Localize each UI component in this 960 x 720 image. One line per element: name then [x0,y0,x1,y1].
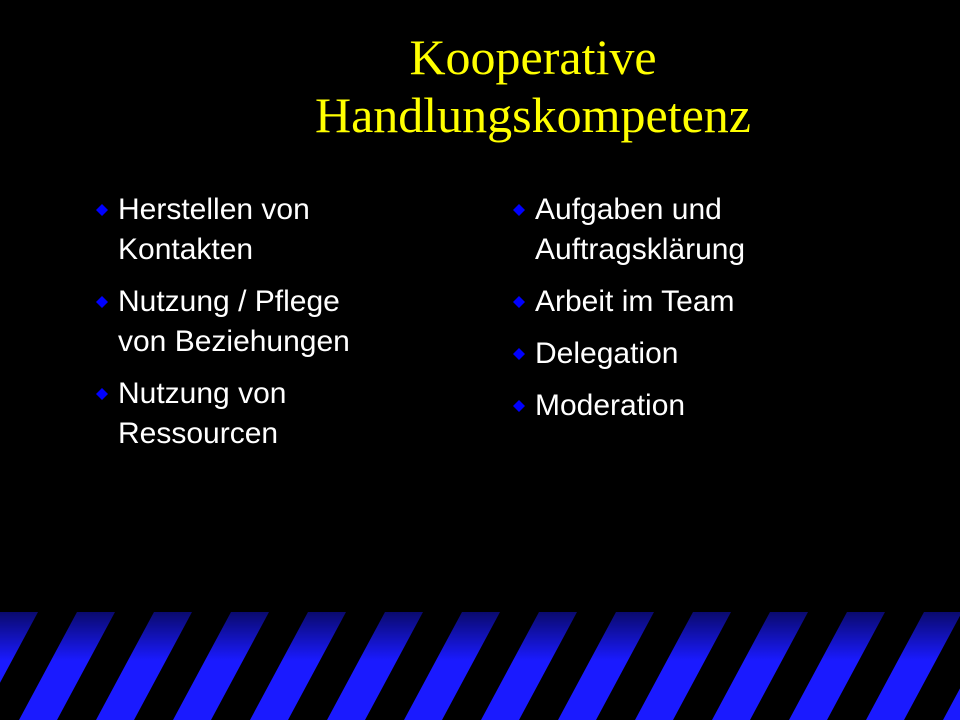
list-item-line: Nutzung von [118,377,287,410]
list-item-line: Nutzung / Pflege [118,285,340,318]
title-line-2: Handlungskompetenz [314,87,751,143]
list-item [513,282,843,322]
diamond-bullet-icon [96,388,108,400]
stripe [789,612,885,720]
list-item [513,334,843,374]
left-bullet-list [96,190,416,466]
stripe [19,612,115,720]
list-item [96,190,416,270]
list-item-line: Auftragsklärung [535,233,746,266]
stripe [635,612,731,720]
stripe [866,612,960,720]
list-item-line: Herstellen von [118,193,310,226]
stripe [558,612,654,720]
title-line-1: Kooperative [409,29,657,85]
list-item-line: Moderation [535,389,686,422]
right-bullet-list [513,190,843,438]
diamond-bullet-icon [96,296,108,308]
diagonal-stripe-band [0,612,960,720]
stripe [481,612,577,720]
list-item-line: Ressourcen [118,417,279,450]
diamond-bullet-icon [513,204,525,216]
list-item-line: Kontakten [118,233,254,266]
list-item-line: Aufgaben und [535,193,722,226]
diamond-bullet-icon [96,204,108,216]
list-item [513,190,843,270]
stripe [250,612,346,720]
stripe [327,612,423,720]
stripe-pattern [0,612,960,720]
list-item [513,386,843,426]
diamond-bullet-icon [513,400,525,412]
stripe [712,612,808,720]
slide-title [0,28,960,144]
diamond-bullet-icon [513,296,525,308]
stripe [173,612,269,720]
stripe [404,612,500,720]
list-item-line: von Beziehungen [118,325,350,358]
stripe [96,612,192,720]
list-item-line: Arbeit im Team [535,285,735,318]
list-item [96,282,416,362]
list-item-line: Delegation [535,337,679,370]
diamond-bullet-icon [513,348,525,360]
list-item [96,374,416,454]
